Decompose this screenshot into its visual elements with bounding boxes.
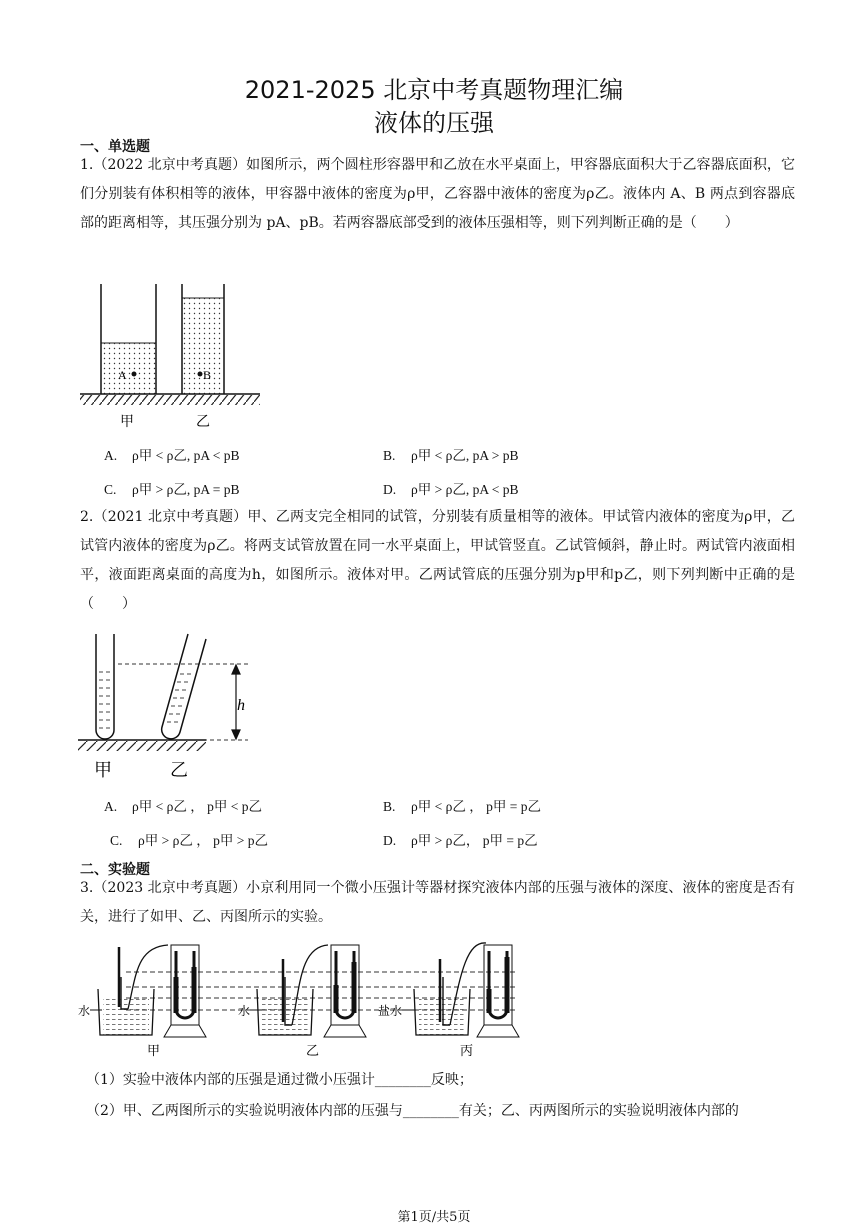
question-2-text: 2.（2021 北京中考真题）甲、乙两支完全相同的试管，分别装有质量相等的液体。甲试管内液体的密度为ρ甲，乙试管内液体的密度为ρ乙。将两支试管放置在同一水平桌面上，甲试管竖直。乙试管倾斜，静止时。两试管内液面相平，液面距离桌面的高度为h，如图所示。液体对甲。乙两试管底的压强分别为p甲和p乙，则下列判断中正确的是（ ） xyxy=(80,509,795,612)
doc-subtitle: 液体的压强 xyxy=(374,109,494,137)
caption-yi: 乙 xyxy=(170,760,188,781)
q1-option-d[interactable] xyxy=(383,478,518,498)
q2-option-c[interactable] xyxy=(110,829,268,849)
caption-bing: 丙 xyxy=(460,1044,474,1059)
q2-option-d-text: ρ甲 > ρ乙， p甲 = p乙 xyxy=(411,833,538,848)
q2-option-a-text: ρ甲 < ρ乙 ， p甲 < p乙 xyxy=(132,799,262,814)
setup-jia xyxy=(98,945,206,1037)
point-b-label: B xyxy=(203,368,212,382)
liquid-label-2: 水 xyxy=(238,1004,251,1018)
question-1-text: 1.（2022 北京中考真题）如图所示，两个圆柱形容器甲和乙放在水平桌面上，甲容器底面积大于乙容器底面积，它们分别装有体积相等的液体，甲容器中液体的密度为ρ甲，乙容器中液体的密度为ρ乙。液体内 A、B 两点到容器底部的距离相等，其压强分别为 pA、pB。若两容器底部受到的液体压强相等，则下列判断正确的是（ ） xyxy=(80,157,795,231)
doc-title: 2021-2025 北京中考真题物理汇编 xyxy=(244,76,624,104)
caption-yi: 乙 xyxy=(196,414,210,430)
q2-option-c-key: C. xyxy=(110,833,123,848)
q2-option-b-text: ρ甲 < ρ乙 ， p甲 = p乙 xyxy=(411,799,541,814)
q1-option-d-text: ρ甲 > ρ乙, pA < pB xyxy=(411,482,519,497)
q3-figure xyxy=(76,937,528,1061)
caption-yi: 乙 xyxy=(306,1044,320,1059)
caption-jia: 甲 xyxy=(94,760,112,781)
q2-option-c-text: ρ甲 > ρ乙 ， p甲 > p乙 xyxy=(138,833,268,848)
q1-option-a-key: A. xyxy=(104,448,118,463)
q1-option-c[interactable] xyxy=(104,478,239,498)
q1-option-b[interactable] xyxy=(383,444,518,464)
question-3-text: 3.（2023 北京中考真题）小京利用同一个微小压强计等器材探究液体内部的压强与液体的深度、液体的密度是否有关，进行了如甲、乙、丙图所示的实验。 xyxy=(80,880,795,925)
q2-option-b[interactable] xyxy=(383,795,541,815)
q1-option-b-text: ρ甲 < ρ乙, pA > pB xyxy=(411,448,519,463)
liquid-label-3: 盐水 xyxy=(378,1004,403,1018)
q2-option-d[interactable] xyxy=(383,829,538,849)
h-label: h xyxy=(237,697,245,714)
q1-option-a-text: ρ甲 < ρ乙, pA < pB xyxy=(132,448,240,463)
caption-jia: 甲 xyxy=(120,414,134,430)
q1-figure xyxy=(78,282,263,432)
q2-option-d-key: D. xyxy=(383,833,397,848)
q1-option-c-key: C. xyxy=(104,482,117,497)
question-3-sub-1: （1）实验中液体内部的压强是通过微小压强计________反映； xyxy=(86,1072,473,1088)
liquid-label-1: 水 xyxy=(78,1004,91,1018)
q2-option-b-key: B. xyxy=(383,799,396,814)
q1-option-a[interactable] xyxy=(104,444,239,464)
q1-option-d-key: D. xyxy=(383,482,397,497)
section-heading-experiment: 二、实验题 xyxy=(80,862,150,878)
test-tube-yi xyxy=(162,634,206,739)
q1-option-b-key: B. xyxy=(383,448,396,463)
q2-option-a[interactable] xyxy=(104,795,262,815)
setup-bing xyxy=(414,943,519,1037)
question-3-sub-2: （2）甲、乙两图所示的实验说明液体内部的压强与________有关；乙、丙两图所示的实验说明液体内部的 xyxy=(86,1103,739,1119)
section-heading-single-choice: 一、单选题 xyxy=(80,139,150,155)
q1-option-c-text: ρ甲 > ρ乙, pA = pB xyxy=(132,482,240,497)
page-number: 第1页/共5页 xyxy=(397,1210,471,1225)
caption-jia: 甲 xyxy=(147,1044,161,1059)
container-jia xyxy=(101,284,156,394)
q2-figure xyxy=(76,632,256,782)
test-tube-jia xyxy=(96,634,114,739)
point-a-label: A xyxy=(118,368,127,382)
setup-yi xyxy=(257,945,366,1037)
q2-option-a-key: A. xyxy=(104,799,118,814)
